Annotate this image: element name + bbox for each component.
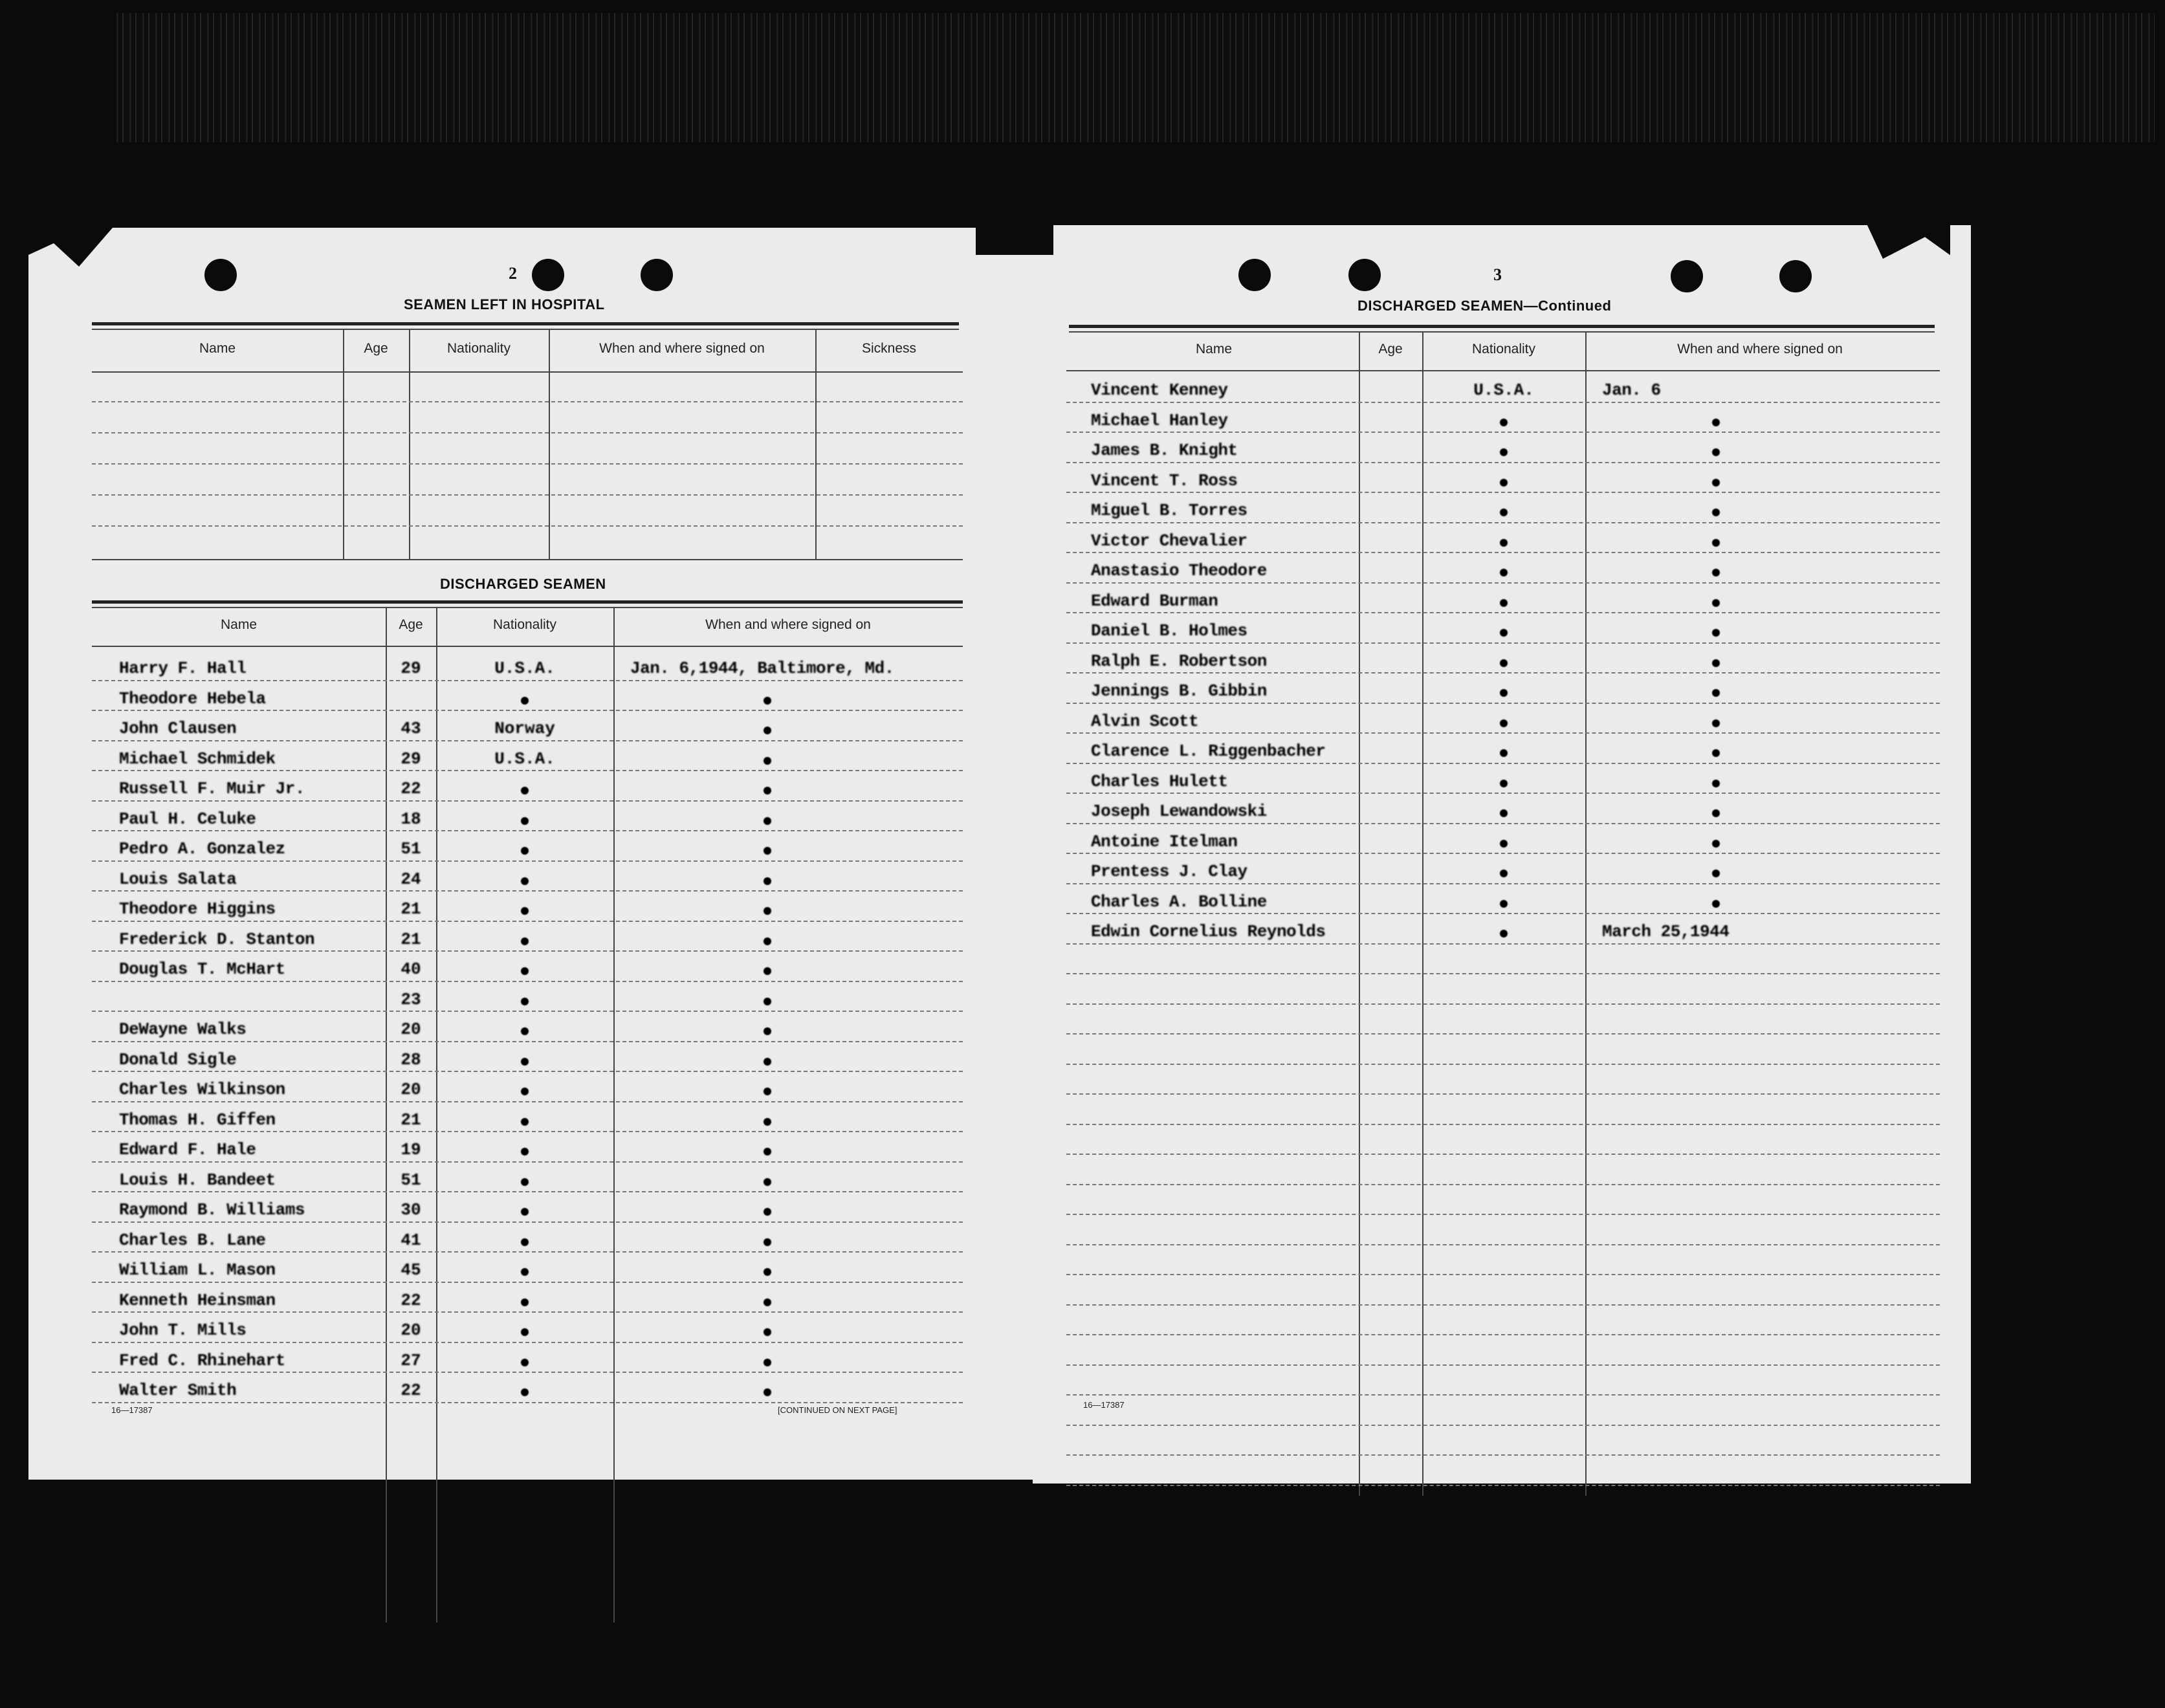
row-rule (92, 1311, 963, 1313)
row-rule (92, 921, 963, 922)
ditto-mark (521, 967, 529, 975)
row-rule (1066, 1154, 1940, 1155)
row-rule (92, 1101, 963, 1102)
ditto-mark (1712, 659, 1720, 667)
seaman-name: Pedro A. Gonzalez (119, 839, 285, 859)
ditto-mark (1500, 599, 1508, 607)
binder-hole (641, 259, 673, 291)
ditto-mark (764, 1058, 771, 1066)
ditto-mark (764, 1027, 771, 1035)
col-nationality: Nationality (1471, 342, 1536, 356)
ditto-mark (521, 1388, 529, 1396)
binder-hole (1779, 260, 1812, 292)
ditto-mark (1712, 629, 1720, 637)
ditto-mark (764, 697, 771, 705)
page-number: 2 (509, 264, 517, 283)
row-rule (1066, 1425, 1940, 1426)
ditto-mark (1500, 840, 1508, 848)
seaman-name: Michael Schmidek (119, 749, 276, 769)
continued-note: [CONTINUED ON NEXT PAGE] (778, 1405, 897, 1415)
seaman-name: James B. Knight (1091, 441, 1238, 460)
row-rule (92, 1251, 963, 1253)
ditto-mark (1500, 870, 1508, 877)
row-rule (92, 1041, 963, 1042)
row-rule (92, 740, 963, 741)
ditto-mark (521, 1178, 529, 1186)
row-rule (1066, 552, 1940, 553)
ditto-mark (521, 1238, 529, 1246)
seaman-name: Theodore Higgins (119, 899, 276, 919)
row-rule (92, 860, 963, 862)
ditto-mark (521, 1118, 529, 1126)
seaman-age: 51 (401, 1170, 421, 1190)
row-rule (1066, 853, 1940, 854)
form-number: 16—17387 (111, 1405, 153, 1415)
row-rule (92, 710, 963, 711)
seaman-name: Louis Salata (119, 869, 237, 889)
ditto-mark (1712, 719, 1720, 727)
row-rule (1066, 1485, 1940, 1486)
ditto-mark (1500, 479, 1508, 487)
ditto-mark (1712, 569, 1720, 576)
row-rule (1066, 1334, 1940, 1335)
row-rule (1066, 943, 1940, 945)
col-signed-on: When and where signed on (705, 617, 871, 632)
ditto-mark (521, 817, 529, 825)
seaman-age: 22 (401, 1290, 421, 1310)
binder-hole (1671, 260, 1703, 292)
seaman-age: 22 (401, 779, 421, 798)
ditto-mark (521, 1359, 529, 1366)
row-rule (1066, 1214, 1940, 1215)
ditto-mark (764, 998, 771, 1005)
seaman-nationality: U.S.A. (494, 659, 555, 678)
ditto-mark (1712, 809, 1720, 817)
section-title-discharged: DISCHARGED SEAMEN (440, 576, 606, 592)
seaman-name: Paul H. Celuke (119, 809, 256, 829)
seaman-age: 40 (401, 959, 421, 979)
seaman-age: 19 (401, 1140, 421, 1159)
seaman-name: Jennings B. Gibbin (1091, 681, 1267, 701)
seaman-name: Vincent Kenney (1091, 380, 1228, 400)
seaman-name: Anastasio Theodore (1091, 561, 1267, 580)
ditto-mark (764, 907, 771, 915)
ditto-mark (1712, 448, 1720, 456)
left-page (28, 228, 1038, 1480)
row-rule (1066, 1394, 1940, 1396)
ditto-mark (1712, 539, 1720, 547)
page-number: 3 (1493, 265, 1502, 284)
ditto-mark (521, 1328, 529, 1336)
row-rule (1066, 1184, 1940, 1185)
row-rule (1066, 1124, 1940, 1125)
ditto-mark (1500, 809, 1508, 817)
seaman-name: Ralph E. Robertson (1091, 651, 1267, 671)
ditto-mark (1500, 419, 1508, 426)
row-rule (92, 770, 963, 771)
row-rule (92, 830, 963, 831)
row-rule (1066, 793, 1940, 794)
row-rule (1066, 642, 1940, 644)
col-sickness: Sickness (861, 341, 917, 356)
row-rule (92, 1372, 963, 1373)
seaman-age: 28 (401, 1049, 421, 1069)
ditto-mark (764, 1118, 771, 1126)
seaman-name: Prentess J. Clay (1091, 862, 1247, 881)
ditto-mark (1500, 719, 1508, 727)
form-number: 16—17387 (1083, 1400, 1125, 1410)
seaman-name: Edward F. Hale (119, 1140, 256, 1159)
row-rule (1066, 582, 1940, 584)
seaman-age: 29 (401, 749, 421, 769)
seaman-age: 23 (401, 989, 421, 1009)
ditto-mark (521, 1298, 529, 1306)
seaman-name: Charles B. Lane (119, 1230, 266, 1250)
seaman-name: Victor Chevalier (1091, 531, 1247, 551)
ditto-mark (521, 937, 529, 945)
section-title-hospital: SEAMEN LEFT IN HOSPITAL (404, 296, 605, 312)
ditto-mark (1500, 569, 1508, 576)
ditto-mark (1712, 900, 1720, 908)
seaman-age: 22 (401, 1381, 421, 1400)
row-rule (1066, 763, 1940, 764)
seaman-name: Edwin Cornelius Reynolds (1091, 922, 1326, 941)
ditto-mark (1712, 509, 1720, 516)
col-age: Age (399, 617, 423, 632)
seaman-name: Theodore Hebela (119, 688, 266, 708)
row-rule (92, 1221, 963, 1223)
seaman-name: Alvin Scott (1091, 711, 1199, 731)
binder-hole (1348, 259, 1381, 291)
row-rule (1066, 1064, 1940, 1065)
ditto-mark (1712, 689, 1720, 697)
col-age: Age (364, 341, 388, 356)
row-rule (1066, 432, 1940, 433)
seaman-nationality: U.S.A. (1473, 380, 1534, 400)
seaman-signed-on: March 25,1944 (1602, 922, 1730, 941)
col-name: Name (1195, 342, 1233, 356)
ditto-mark (1712, 780, 1720, 787)
row-rule (92, 1282, 963, 1283)
seaman-age: 21 (401, 899, 421, 919)
ditto-mark (764, 1388, 771, 1396)
row-rule (92, 1402, 963, 1403)
ditto-mark (764, 727, 771, 734)
row-rule (92, 981, 963, 982)
row-rule (1066, 672, 1940, 673)
seaman-age: 30 (401, 1200, 421, 1220)
ditto-mark (1712, 599, 1720, 607)
row-rule (92, 1191, 963, 1192)
row-rule (92, 950, 963, 952)
seaman-age: 20 (401, 1020, 421, 1039)
seaman-name: Harry F. Hall (119, 659, 247, 678)
ditto-mark (764, 1088, 771, 1095)
right-page (1033, 225, 1971, 1484)
ditto-mark (1712, 479, 1720, 487)
row-rule (1066, 703, 1940, 704)
seaman-age: 20 (401, 1080, 421, 1099)
ditto-mark (1500, 629, 1508, 637)
seaman-age: 45 (401, 1260, 421, 1280)
seaman-name: Walter Smith (119, 1381, 237, 1400)
seaman-age: 27 (401, 1350, 421, 1370)
seaman-age: 29 (401, 659, 421, 678)
ditto-mark (764, 1238, 771, 1246)
seaman-name: Charles Hulett (1091, 771, 1228, 791)
col-name: Name (220, 617, 258, 632)
seaman-age: 24 (401, 869, 421, 889)
seaman-age: 20 (401, 1320, 421, 1340)
seaman-name: Joseph Lewandowski (1091, 802, 1267, 821)
ditto-mark (764, 787, 771, 794)
ditto-mark (521, 847, 529, 855)
seaman-name: Frederick D. Stanton (119, 929, 315, 949)
ditto-mark (764, 1298, 771, 1306)
ditto-mark (521, 1208, 529, 1216)
seaman-name: Vincent T. Ross (1091, 470, 1238, 490)
row-rule (1066, 1304, 1940, 1306)
ditto-mark (521, 1268, 529, 1276)
ditto-mark (764, 1328, 771, 1336)
row-rule (92, 1161, 963, 1163)
seaman-name: Russell F. Muir Jr. (119, 779, 305, 798)
ditto-mark (521, 697, 529, 705)
row-rule (1066, 1454, 1940, 1456)
seaman-name: Louis H. Bandeet (119, 1170, 276, 1190)
seaman-name: Thomas H. Giffen (119, 1110, 276, 1130)
row-rule (92, 1011, 963, 1012)
seaman-name: Michael Hanley (1091, 410, 1228, 430)
ditto-mark (521, 998, 529, 1005)
seaman-name: DeWayne Walks (119, 1020, 247, 1039)
row-rule (1066, 973, 1940, 974)
ditto-mark (764, 757, 771, 765)
row-rule (1066, 1003, 1940, 1005)
ditto-mark (521, 907, 529, 915)
ditto-mark (764, 877, 771, 885)
row-rule (1066, 883, 1940, 884)
seaman-name: Daniel B. Holmes (1091, 621, 1247, 640)
ditto-mark (1712, 419, 1720, 426)
ditto-mark (764, 937, 771, 945)
col-nationality: Nationality (446, 341, 511, 356)
seaman-name: Fred C. Rhinehart (119, 1350, 285, 1370)
ditto-mark (764, 1178, 771, 1186)
ditto-mark (521, 1088, 529, 1095)
col-age: Age (1378, 342, 1403, 356)
row-rule (92, 1342, 963, 1343)
seaman-name: Clarence L. Riggenbacher (1091, 741, 1326, 761)
row-rule (92, 1131, 963, 1132)
row-rule (1066, 462, 1940, 463)
binder-hole (1238, 259, 1271, 291)
seaman-name: Antoine Itelman (1091, 831, 1238, 851)
ditto-mark (521, 1148, 529, 1155)
ditto-mark (764, 817, 771, 825)
row-rule (1066, 612, 1940, 613)
ditto-mark (1500, 749, 1508, 757)
ditto-mark (764, 967, 771, 975)
seaman-age: 43 (401, 719, 421, 738)
col-signed-on: When and where signed on (1677, 342, 1843, 356)
ditto-mark (1712, 840, 1720, 848)
binding-tab (1866, 223, 1950, 259)
row-rule (1066, 1033, 1940, 1035)
row-rule (1066, 1274, 1940, 1275)
seaman-name: John T. Mills (119, 1320, 247, 1340)
seaman-name: Donald Sigle (119, 1049, 237, 1069)
row-rule (1066, 1364, 1940, 1366)
row-rule (1066, 1244, 1940, 1245)
ditto-mark (1500, 780, 1508, 787)
ditto-mark (764, 1208, 771, 1216)
seaman-nationality: Norway (494, 719, 555, 738)
ditto-mark (1712, 749, 1720, 757)
row-rule (92, 680, 963, 681)
ditto-mark (1500, 930, 1508, 937)
col-name: Name (199, 341, 236, 356)
ditto-mark (1500, 689, 1508, 697)
row-rule (92, 1071, 963, 1072)
row-rule (1066, 732, 1940, 734)
seaman-signed-on: Jan. 6 (1602, 380, 1661, 400)
ditto-mark (521, 877, 529, 885)
ditto-mark (1500, 509, 1508, 516)
ditto-mark (521, 787, 529, 794)
ditto-mark (1500, 659, 1508, 667)
ditto-mark (1712, 870, 1720, 877)
col-nationality: Nationality (492, 617, 557, 632)
seaman-name: John Clausen (119, 719, 237, 738)
row-rule (1066, 1093, 1940, 1095)
row-rule (1066, 402, 1940, 403)
row-rule (1066, 492, 1940, 493)
row-rule (1066, 522, 1940, 523)
seaman-name: Kenneth Heinsman (119, 1290, 276, 1310)
binder-hole (532, 259, 564, 291)
row-rule (92, 800, 963, 802)
section-title-discharged-continued: DISCHARGED SEAMEN—Continued (1357, 298, 1612, 314)
ditto-mark (521, 1058, 529, 1066)
seaman-name: Douglas T. McHart (119, 959, 285, 979)
row-rule (1066, 823, 1940, 824)
film-scan-noise (116, 13, 2155, 142)
ditto-mark (521, 1027, 529, 1035)
ditto-mark (764, 847, 771, 855)
seaman-name: Raymond B. Williams (119, 1200, 305, 1220)
ditto-mark (764, 1148, 771, 1155)
seaman-name: Miguel B. Torres (1091, 501, 1247, 520)
seaman-age: 51 (401, 839, 421, 859)
seaman-age: 21 (401, 929, 421, 949)
ditto-mark (1500, 900, 1508, 908)
ditto-mark (1500, 539, 1508, 547)
ditto-mark (764, 1359, 771, 1366)
seaman-age: 21 (401, 1110, 421, 1130)
seaman-age: 18 (401, 809, 421, 829)
seaman-name: William L. Mason (119, 1260, 276, 1280)
ditto-mark (1500, 448, 1508, 456)
seaman-name: Charles A. Bolline (1091, 892, 1267, 912)
seaman-age: 41 (401, 1230, 421, 1250)
row-rule (92, 890, 963, 892)
seaman-nationality: U.S.A. (494, 749, 555, 769)
torn-corner (28, 228, 113, 267)
row-rule (1066, 913, 1940, 914)
seaman-name: Edward Burman (1091, 591, 1218, 611)
col-signed-on: When and where signed on (599, 341, 765, 356)
binding-tab (976, 223, 1053, 255)
ditto-mark (764, 1268, 771, 1276)
seaman-signed-on: Jan. 6,1944, Baltimore, Md. (630, 659, 894, 678)
seaman-name: Charles Wilkinson (119, 1080, 285, 1099)
binder-hole (204, 259, 237, 291)
